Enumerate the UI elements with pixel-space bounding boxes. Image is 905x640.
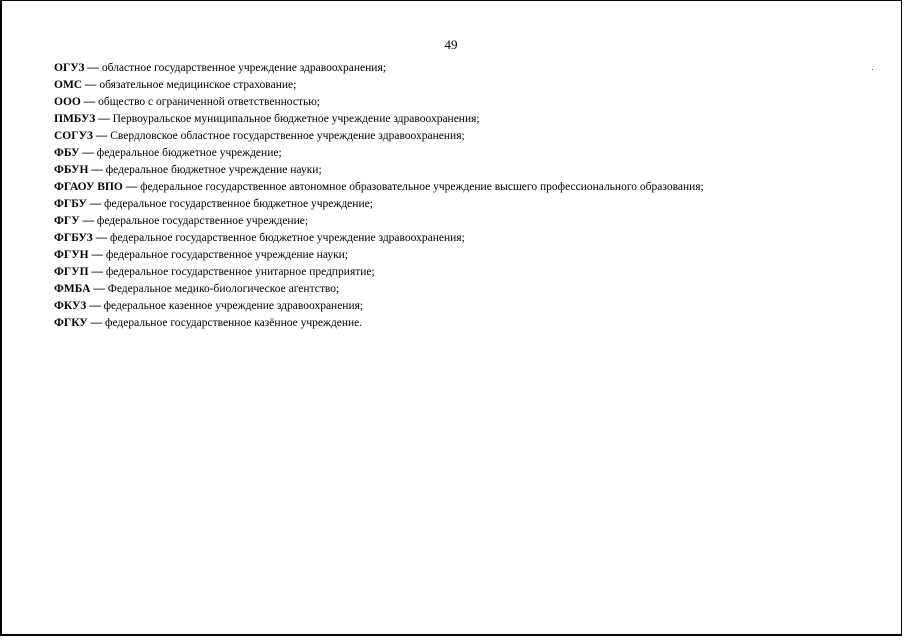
abbreviation-definition: Федеральное медико-биологическое агентство;	[107, 283, 340, 295]
abbreviation-separator: —	[95, 113, 113, 125]
abbreviation-separator: —	[79, 147, 97, 159]
abbreviation-code: ФГУП	[54, 266, 89, 278]
abbreviation-separator: —	[92, 130, 111, 142]
abbreviation-definition: федеральное государственное бюджетное учреждение;	[104, 198, 373, 210]
abbreviation-code: ФМБА	[54, 283, 91, 295]
abbreviation-separator: —	[84, 62, 102, 74]
abbreviation-separator: —	[88, 266, 106, 278]
abbreviation-code: ОМС	[54, 79, 83, 91]
abbreviation-definition: областное государственное учреждение здравоохранения;	[101, 62, 386, 74]
abbreviation-separator: —	[86, 198, 105, 210]
abbreviation-separator: —	[92, 232, 111, 244]
abbreviation-code: ФГУ	[54, 215, 80, 227]
abbreviation-item	[54, 162, 894, 179]
abbreviation-separator: —	[88, 164, 106, 176]
abbreviation-item	[54, 77, 894, 94]
abbreviation-item	[54, 281, 894, 298]
abbreviation-code: ФГАОУ ВПО	[54, 181, 123, 193]
abbreviation-definition: федеральное государственное учреждение;	[96, 215, 309, 227]
scan-artifact-dot	[872, 69, 873, 70]
abbreviation-definition: федеральное государственное бюджетное учреждение здравоохранения;	[110, 232, 465, 244]
abbreviation-code: ООО	[54, 96, 81, 108]
abbreviation-separator: —	[79, 215, 97, 227]
abbreviation-code: СОГУЗ	[54, 130, 93, 142]
abbreviation-item	[54, 60, 894, 77]
abbreviation-item	[54, 128, 894, 145]
abbreviation-item	[54, 145, 894, 162]
abbreviation-item	[54, 94, 894, 111]
abbreviation-item	[54, 247, 894, 264]
abbreviation-separator: —	[82, 79, 100, 91]
abbreviation-separator: —	[80, 96, 99, 108]
abbreviation-code: ПМБУЗ	[54, 113, 96, 125]
abbreviation-definition: Свердловское областное государственное учреждение здравоохранения;	[110, 130, 465, 142]
abbreviation-separator: —	[122, 181, 141, 193]
abbreviation-code: ФГБУЗ	[54, 232, 93, 244]
abbreviation-code: ФГУН	[54, 249, 89, 261]
abbreviation-definition: федеральное бюджетное учреждение;	[96, 147, 282, 159]
page-number: 49	[444, 37, 458, 52]
abbreviation-code: ОГУЗ	[54, 62, 85, 74]
abbreviation-item	[54, 230, 894, 247]
abbreviation-definition: федеральное государственное автономное образовательное учреждение высшего профессионального образования;	[140, 181, 704, 193]
abbreviation-definition: Первоуральское муниципальное бюджетное учреждение здравоохранения;	[112, 113, 480, 125]
abbreviation-item	[54, 213, 894, 230]
abbreviation-code: ФГБУ	[54, 198, 87, 210]
abbreviation-item	[54, 264, 894, 281]
abbreviation-item	[54, 298, 894, 315]
abbreviation-definition: федеральное государственное унитарное предприятие;	[105, 266, 375, 278]
abbreviation-item	[54, 196, 894, 213]
abbreviation-code: ФБУ	[54, 147, 80, 159]
abbreviation-separator: —	[88, 249, 106, 261]
abbreviation-item	[54, 179, 894, 196]
abbreviation-definition: обязательное медицинское страхование;	[99, 79, 297, 91]
abbreviation-definition: федеральное государственное казённое учреждение.	[105, 317, 363, 329]
abbreviation-separator: —	[86, 300, 104, 312]
abbreviation-list	[54, 60, 894, 332]
abbreviation-definition: федеральное бюджетное учреждение науки;	[105, 164, 322, 176]
abbreviation-code: ФКУЗ	[54, 300, 87, 312]
abbreviation-definition: федеральное государственное учреждение науки;	[105, 249, 349, 261]
abbreviation-separator: —	[87, 317, 105, 329]
abbreviation-separator: —	[90, 283, 108, 295]
abbreviation-code: ФГКУ	[54, 317, 88, 329]
abbreviation-item	[54, 315, 894, 332]
abbreviation-item	[54, 111, 894, 128]
abbreviation-definition: федеральное казенное учреждение здравоохранения;	[103, 300, 364, 312]
abbreviation-definition: общество с ограниченной ответственностью;	[98, 96, 320, 108]
abbreviation-code: ФБУН	[54, 164, 89, 176]
